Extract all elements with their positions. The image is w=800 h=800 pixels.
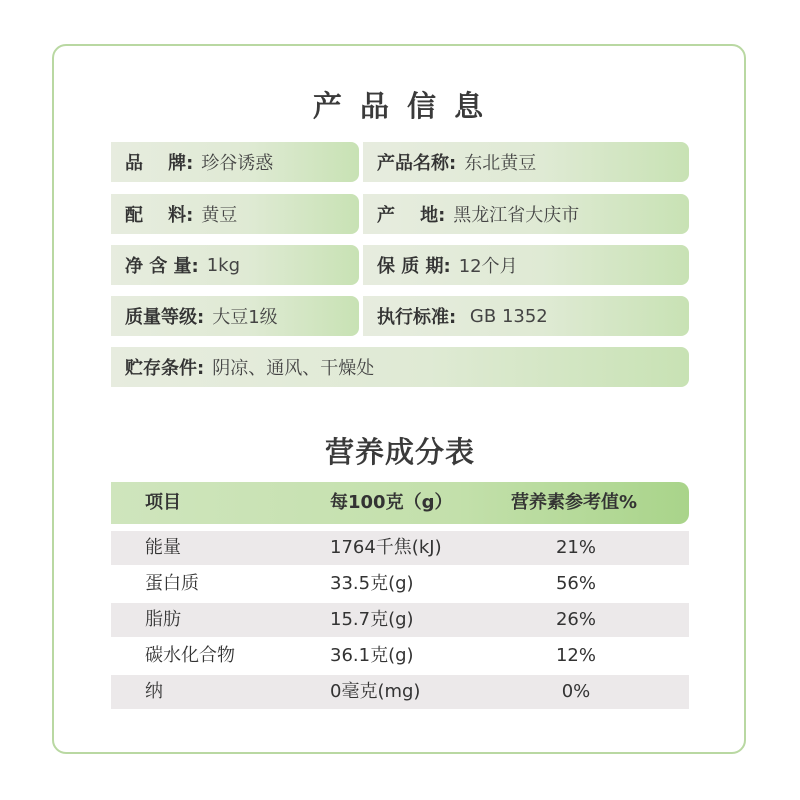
nutrition-table-header [111, 482, 689, 524]
info-label: 净 含 量: [125, 256, 199, 277]
nutrient-name: 脂肪 [145, 609, 181, 630]
nutrient-amount: 36.1克(g) [330, 645, 414, 666]
info-label: 品 牌: [125, 153, 194, 174]
table-row [111, 675, 689, 709]
info-value: 东北黄豆 [464, 153, 537, 174]
info-value: 1kg [206, 254, 241, 276]
info-label: 贮存条件: [125, 358, 205, 379]
info-cell-ingredients [111, 194, 359, 234]
info-value: 12个月 [458, 256, 518, 277]
info-value: 黄豆 [201, 205, 238, 226]
nutrient-nrv: 26% [555, 609, 596, 630]
column-header-item: 项目 [145, 492, 181, 513]
info-label: 产品名称: [377, 153, 457, 174]
nutrient-name: 蛋白质 [145, 573, 199, 594]
product-info-title: 产 品 信 息 [312, 89, 488, 123]
info-cell-net-weight [111, 245, 359, 285]
info-label: 质量等级: [125, 307, 205, 328]
info-cell-standard [363, 296, 689, 336]
nutrient-name: 能量 [145, 537, 181, 558]
table-row [111, 603, 689, 637]
info-label: 配 料: [125, 205, 194, 226]
nutrient-amount: 15.7克(g) [330, 609, 414, 630]
info-label: 保 质 期: [377, 256, 451, 277]
nutrient-amount: 1764千焦(kJ) [330, 537, 442, 558]
info-value: 阴凉、通风、干燥处 [212, 358, 375, 379]
nutrient-nrv: 0% [561, 681, 591, 702]
nutrient-amount: 33.5克(g) [330, 573, 414, 594]
info-value: 大豆1级 [212, 307, 278, 328]
column-header-per-100g: 每100克（g） [330, 492, 453, 513]
info-value: GB 1352 [464, 305, 548, 327]
table-row [111, 567, 689, 601]
nutrient-nrv: 56% [555, 573, 596, 594]
info-cell-origin [363, 194, 689, 234]
nutrient-nrv: 21% [555, 537, 596, 558]
info-cell-product-name [363, 142, 689, 182]
nutrient-name: 碳水化合物 [145, 645, 235, 666]
column-header-nrv: 营养素参考值% [510, 492, 638, 513]
info-label: 执行标准: [377, 307, 457, 328]
nutrient-nrv: 12% [555, 645, 596, 666]
info-value: 珍谷诱惑 [201, 153, 274, 174]
info-label: 产 地: [377, 205, 446, 226]
nutrition-title: 营养成分表 [324, 435, 475, 469]
info-cell-shelf-life [363, 245, 689, 285]
nutrient-name: 纳 [145, 681, 163, 702]
nutrient-amount: 0毫克(mg) [330, 681, 421, 702]
table-row [111, 639, 689, 673]
info-cell-quality-grade [111, 296, 359, 336]
table-row [111, 531, 689, 565]
info-cell-storage [111, 347, 689, 387]
info-value: 黑龙江省大庆市 [453, 205, 580, 226]
info-cell-brand [111, 142, 359, 182]
